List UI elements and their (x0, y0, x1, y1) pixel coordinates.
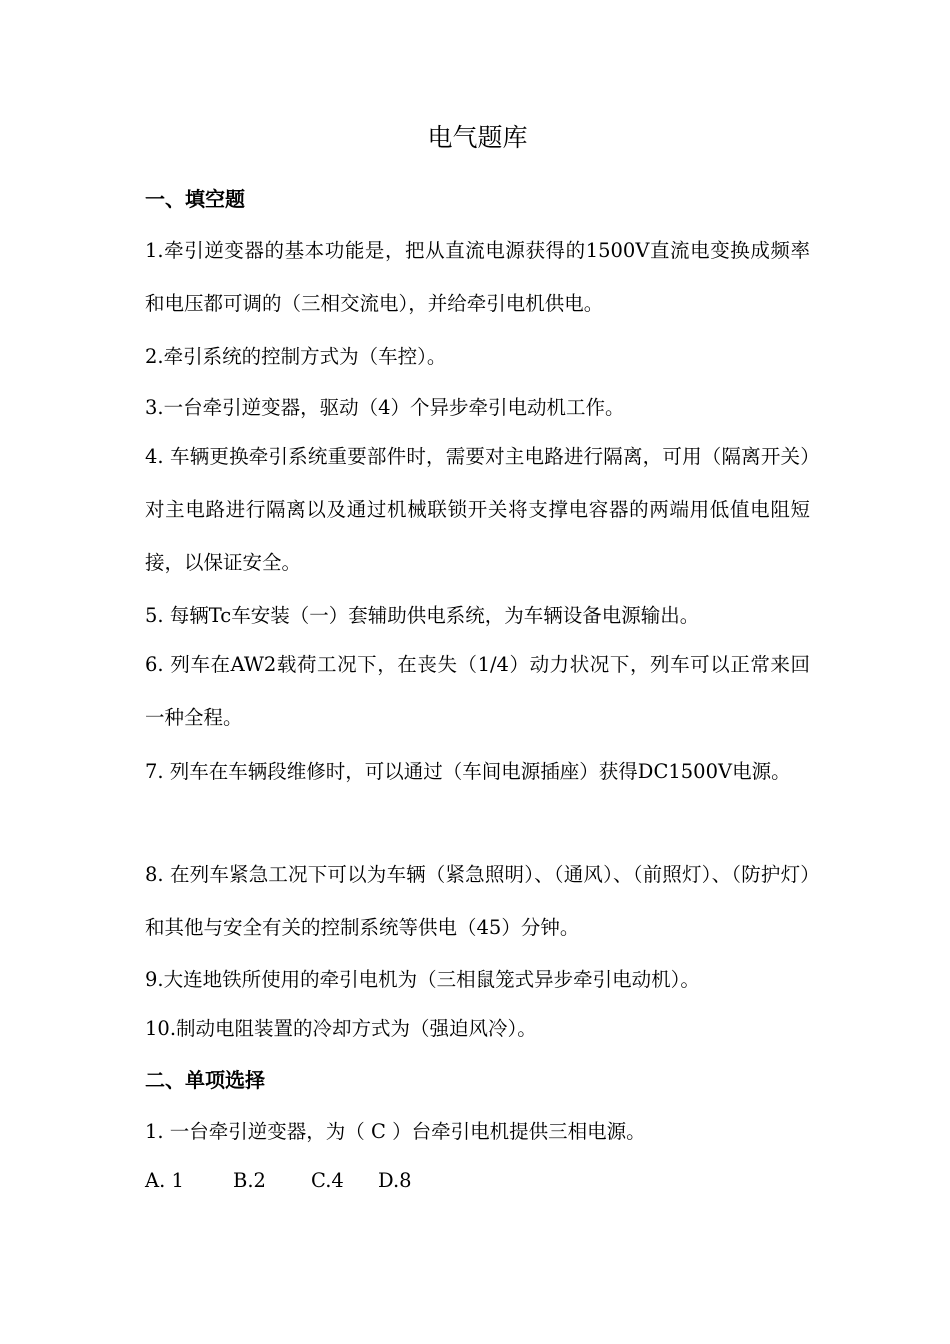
option-d: D.8 (378, 1169, 412, 1192)
section-heading-fill-in: 一、填空题 (145, 187, 245, 211)
option-b: B.2 (233, 1169, 266, 1192)
question-item-1: 1.牵引逆变器的基本功能是，把从直流电源获得的1500V直流电变换成频率和电压都可调的（三相交流电），并给牵引电机供电。 (145, 239, 810, 315)
question-item-8: 8. 在列车紧急工况下可以为车辆（紧急照明）、（通风）、（前照灯）、（防护灯）和其他与安全有关的控制系统等供电（45）分钟。 (145, 863, 810, 939)
question-item-3: 3.一台牵引逆变器，驱动（4）个异步牵引电动机工作。 (145, 396, 625, 419)
choice-options (145, 1165, 412, 1197)
question-item-5: 5. 每辆Tc车安装（一）套辅助供电系统，为车辆设备电源输出。 (145, 604, 700, 627)
question-item-2: 2.牵引系统的控制方式为（车控）。 (145, 345, 447, 368)
question-item-7: 7. 列车在车辆段维修时，可以通过（车间电源插座）获得DC1500V电源。 (145, 760, 791, 783)
option-c: C.4 (311, 1169, 344, 1192)
section-heading-single-choice: 二、单项选择 (145, 1068, 265, 1092)
question-item-4: 4. 车辆更换牵引系统重要部件时，需要对主电路进行隔离，可用（隔离开关）对主电路进行隔离以及通过机械联锁开关将支撑电容器的两端用低值电阻短接，以保证安全。 (145, 445, 810, 574)
question-item-6: 6. 列车在AW2载荷工况下，在丧失（1/4）动力状况下，列车可以正常来回一种全程。 (145, 653, 810, 729)
option-a: A. 1 (145, 1169, 184, 1192)
document-title: 电气题库 (427, 123, 528, 152)
choice-question-1: 1. 一台牵引逆变器，为（ C ）台牵引电机提供三相电源。 (145, 1120, 646, 1143)
question-item-10: 10.制动电阻装置的冷却方式为（强迫风冷）。 (145, 1017, 537, 1040)
question-item-9: 9.大连地铁所使用的牵引电机为（三相鼠笼式异步牵引电动机）。 (145, 968, 700, 991)
